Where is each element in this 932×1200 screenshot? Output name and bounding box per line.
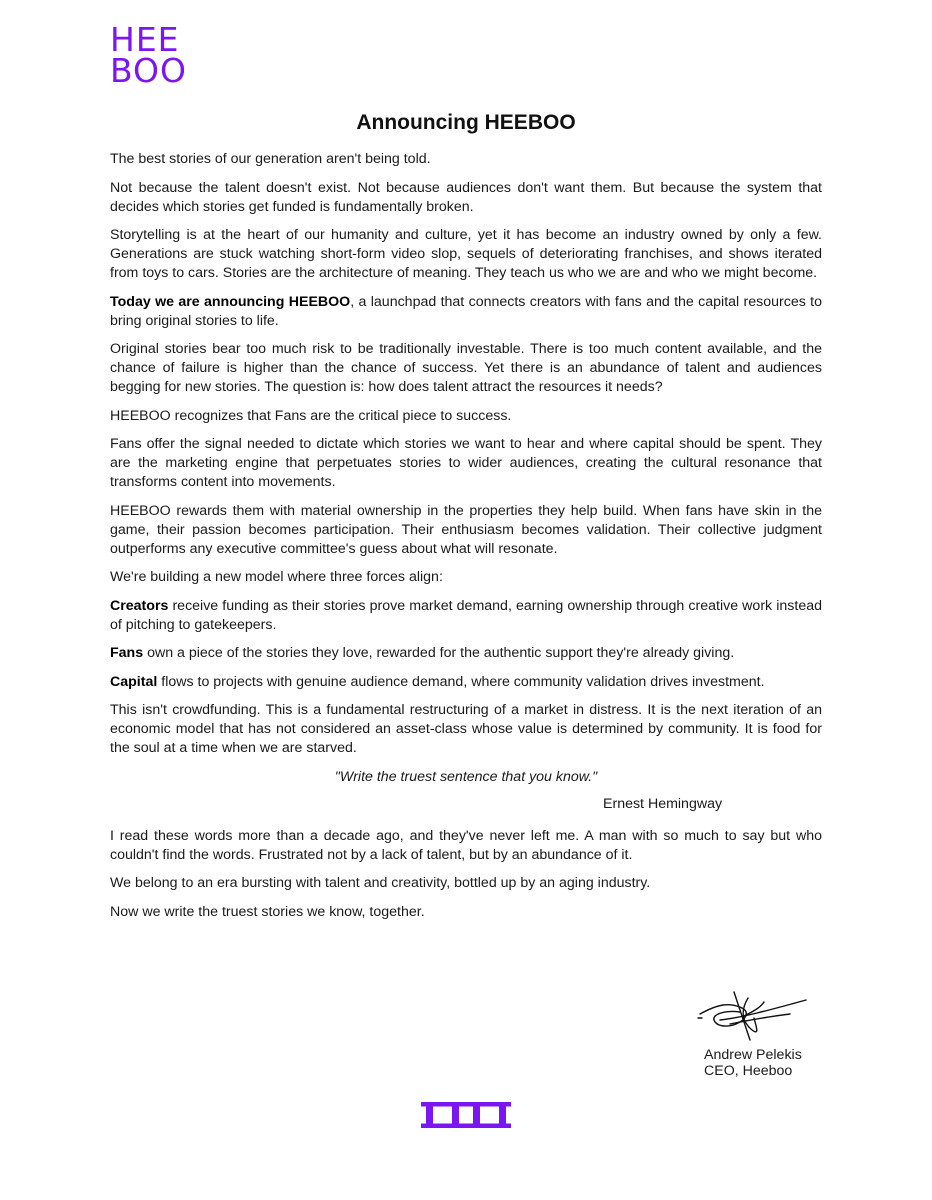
force-fans-label: Fans	[110, 645, 144, 661]
paragraph-fans-critical: HEEBOO recognizes that Fans are the critical piece to success.	[110, 407, 512, 424]
paragraph-risk: Original stories bear too much risk to be traditionally investable. There is too much content available, and the chance of failure is higher than the chance of success. Yet there is an abundance of talent and audiences begging for new stories. The question is: how does talent attract the resources it needs?	[110, 341, 822, 395]
paragraph-fans-signal: Fans offer the signal needed to dictate which stories we want to hear and where capital should be spent. They are the marketing engine that perpetuates stories to wider audiences, creating the cultural resonance that transforms content into movements.	[110, 436, 822, 490]
paragraph-not-crowdfunding: This isn't crowdfunding. This is a fundamental restructuring of a market in distress. It is the next iteration of an economic model that has not considered an asset-class whose value is determined by community. It is food for the soul at a time when we are starved.	[110, 702, 822, 756]
signatory-role: CEO, Heeboo	[704, 1063, 793, 1079]
logo-line-2: BOO	[110, 51, 188, 90]
announcement-bold: Today we are announcing HEEBOO	[110, 293, 351, 310]
force-fans-text: own a piece of the stories they love, rewarded for the authentic support they're already giving.	[143, 645, 735, 661]
force-capital-text: flows to projects with genuine audience demand, where community validation drives investment.	[157, 673, 765, 690]
force-creators-label: Creators	[110, 597, 169, 614]
paragraph-announcement	[110, 293, 822, 331]
heeboo-footer-mark-icon	[421, 1102, 511, 1128]
force-capital-label: Capital	[110, 673, 158, 690]
paragraph-intro: The best stories of our generation aren't being told.	[110, 151, 431, 167]
paragraph-storytelling: Storytelling is at the heart of our humanity and culture, yet it has become an industry owned by only a few. Generations are stuck watching short-form video slop, sequels of deteriorating franchises, and shows iterated from toys to cars. Stories are the architecture of meaning. They teach us who we are and who we might become.	[110, 227, 822, 281]
signatory-block	[704, 1047, 802, 1079]
paragraph-read-words: I read these words more than a decade ago, and they've never left me. A man with so much to say but who couldn't find the words. Frustrated not by a lack of talent, but by an abundance of it.	[110, 827, 822, 863]
paragraph-era: We belong to an era bursting with talent and creativity, bottled up by an aging industry.	[110, 875, 651, 891]
logo-line-1: HEE	[110, 20, 180, 59]
heeboo-logo	[110, 20, 188, 90]
hemingway-quote: "Write the truest sentence that you know."	[334, 768, 598, 785]
letter-body	[110, 150, 822, 931]
announcement-text: , a launchpad that connects creators with fans and the capital resources to bring original stories to life.	[110, 293, 822, 329]
paragraph-broken-system: Not because the talent doesn't exist. Not because audiences don't want them. But because the system that decides which stories get funded is fundamentally broken.	[110, 179, 822, 215]
force-capital	[110, 673, 822, 692]
paragraph-rewards: HEEBOO rewards them with material ownership in the properties they help build. When fans have skin in the game, their passion becomes participation. Their enthusiasm becomes validation. Their collective judgment outperforms any executive committee's guess about what will resonate.	[110, 502, 822, 557]
paragraph-together: Now we write the truest stories we know, together.	[110, 903, 425, 920]
paragraph-three-forces: We're building a new model where three forces align:	[110, 569, 443, 585]
page-title: Announcing HEEBOO	[356, 111, 576, 134]
signatory-name: Andrew Pelekis	[704, 1047, 802, 1063]
force-creators	[110, 597, 822, 635]
force-fans	[110, 644, 822, 663]
handwritten-signature	[690, 990, 820, 1050]
quote-attribution: Ernest Hemingway	[603, 795, 723, 812]
force-creators-text: receive funding as their stories prove market demand, earning ownership through creative work instead of pitching to gatekeepers.	[110, 597, 822, 633]
